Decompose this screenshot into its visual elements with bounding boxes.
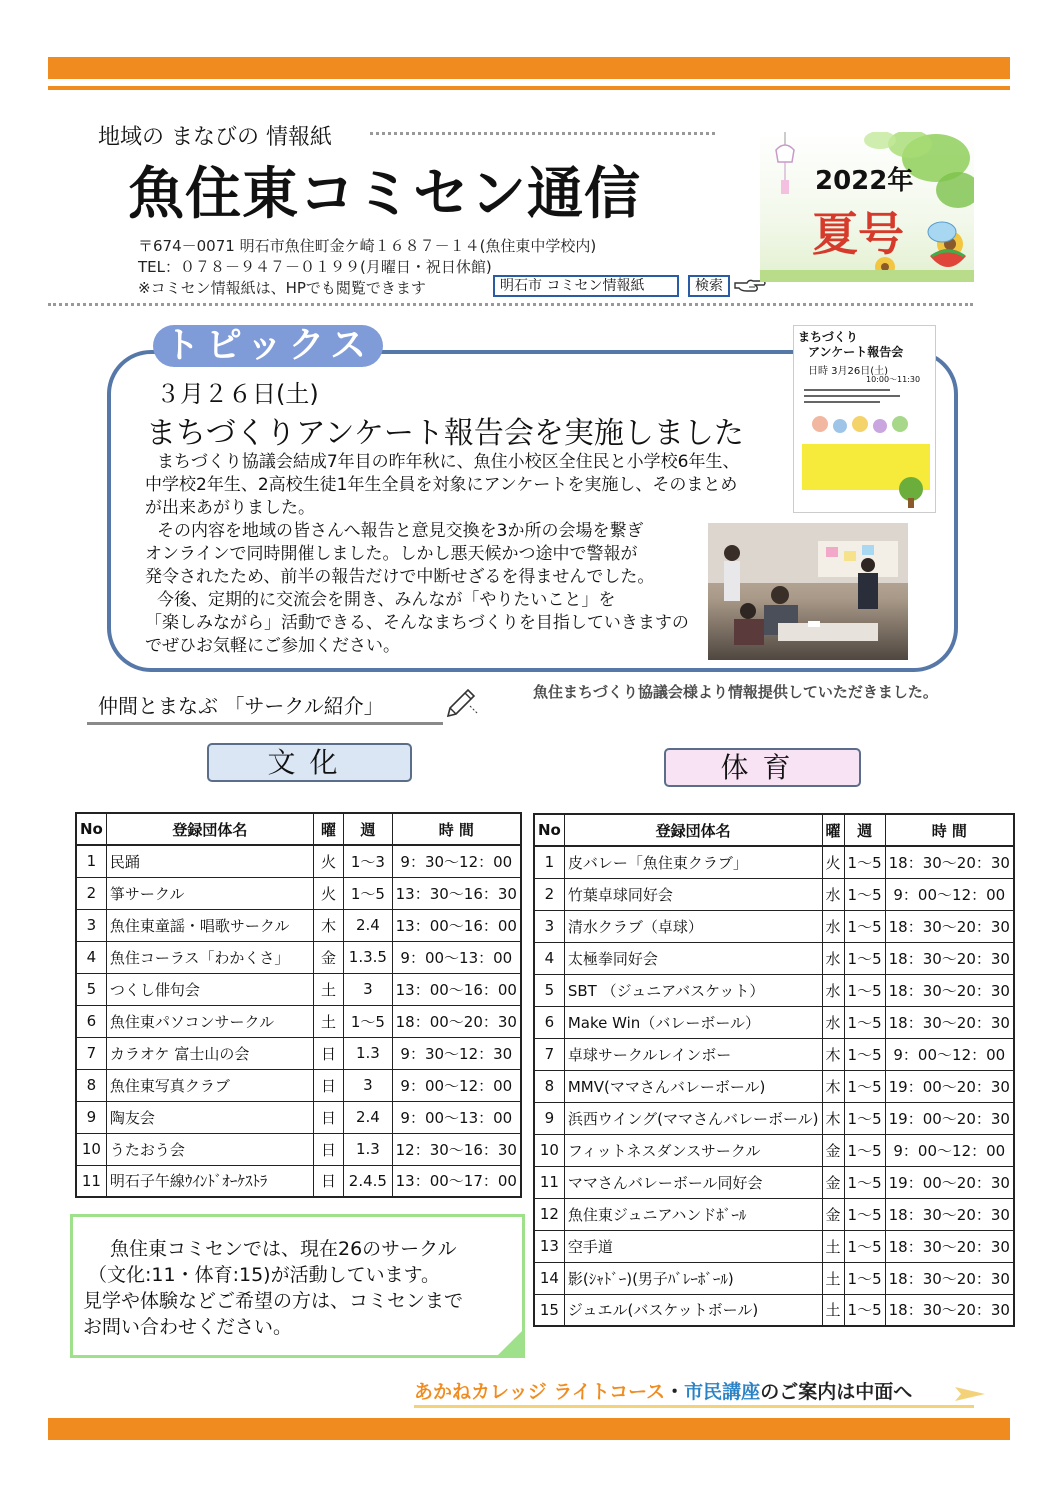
cell-no: 3	[534, 910, 564, 942]
cell-week: 1～5	[844, 974, 885, 1006]
cell-time: 9：00～12：00	[885, 1038, 1014, 1070]
cell-time: 9：00～13：00	[392, 1101, 521, 1133]
table-row	[534, 1198, 1014, 1230]
cell-day: 土	[313, 973, 343, 1005]
cell-day: 水	[822, 974, 844, 1006]
cell-name: 魚住東童謡・唱歌サークル	[106, 909, 313, 941]
topics-body-line: でぜひお気軽にご参加ください。	[145, 636, 400, 656]
cell-week: 1～5	[844, 1102, 885, 1134]
footer-guide-separator: ・	[665, 1381, 685, 1403]
cell-day: 木	[822, 1038, 844, 1070]
footer-guide	[414, 1377, 912, 1404]
topics-label: トピックス	[153, 325, 383, 367]
table-row	[76, 1165, 521, 1197]
cell-no: 9	[534, 1102, 564, 1134]
footer-guide-college: あかねカレッジ ライトコース	[414, 1381, 666, 1403]
cell-week: 1～5	[844, 910, 885, 942]
table-row	[534, 846, 1014, 878]
cell-day: 金	[822, 1166, 844, 1198]
cell-no: 7	[76, 1037, 106, 1069]
cell-day: 金	[822, 1198, 844, 1230]
cell-time: 13：00～17：00	[392, 1165, 521, 1197]
poster-time: 10:00～11:30	[866, 375, 921, 384]
cell-day: 日	[313, 1133, 343, 1165]
table-row	[534, 1038, 1014, 1070]
table-row	[76, 1005, 521, 1037]
cell-day: 日	[313, 1101, 343, 1133]
table-row	[534, 1166, 1014, 1198]
season-name: 夏号	[812, 207, 904, 261]
cell-day: 木	[313, 909, 343, 941]
cell-no: 5	[76, 973, 106, 1005]
web-note: ※コミセン情報紙は、HPでも閲覧できます	[138, 279, 426, 297]
cell-day: 日	[313, 1069, 343, 1101]
cell-name: 魚住東ジュニアハンドﾎﾞｰﾙ	[564, 1198, 822, 1230]
category-bunka: 文化	[207, 743, 412, 782]
cell-name: ジュエル(バスケットボール)	[564, 1294, 822, 1326]
cell-name: 空手道	[564, 1230, 822, 1262]
cell-no: 4	[76, 941, 106, 973]
cell-week: 1～5	[344, 877, 393, 909]
cell-time: 12：30～16：30	[392, 1133, 521, 1165]
cell-week: 1～5	[844, 1294, 885, 1326]
cell-time: 9：00～13：00	[392, 941, 521, 973]
cell-week: 1～5	[844, 1230, 885, 1262]
cell-week: 1～5	[844, 878, 885, 910]
table-row	[534, 1070, 1014, 1102]
cell-week: 1.3	[344, 1133, 393, 1165]
note-line: （文化:11・体育:15)が活動しています。	[88, 1264, 441, 1286]
cell-name: 竹葉卓球同好会	[564, 878, 822, 910]
topics-headline: まちづくりアンケート報告会を実施しました	[146, 416, 744, 451]
column-header-week: 週	[844, 814, 885, 846]
cell-week: 1～5	[844, 846, 885, 878]
cell-day: 水	[822, 942, 844, 974]
column-header-no: No	[76, 813, 106, 845]
column-header-time: 時 間	[392, 813, 521, 845]
topics-body-line: 今後、定期的に交流会を開き、みんなが「やりたいこと」を	[157, 590, 616, 610]
topics-body-line: オンラインで同時開催しました。しかし悪天候かつ途中で警報が	[145, 544, 638, 564]
cell-day: 土	[822, 1294, 844, 1326]
cell-no: 13	[534, 1230, 564, 1262]
table-row	[76, 1069, 521, 1101]
cell-day: 水	[822, 1006, 844, 1038]
season-year: 2022年	[815, 166, 914, 196]
cell-time: 9：00～12：00	[885, 1134, 1014, 1166]
cell-name: 卓球サークルレインボー	[564, 1038, 822, 1070]
cell-time: 18：00～20：30	[392, 1005, 521, 1037]
category-taiiku: 体育	[664, 748, 861, 787]
poster-title-line2: アンケート報告会	[808, 345, 904, 359]
cell-name: 影(ｼｬﾄﾞｰ)(男子ﾊﾞﾚｰﾎﾞｰﾙ)	[564, 1262, 822, 1294]
footer-underline	[414, 1405, 974, 1408]
cell-day: 日	[313, 1165, 343, 1197]
masthead-dotted-rule	[48, 303, 973, 306]
cell-time: 18：30～20：30	[885, 1006, 1014, 1038]
cell-week: 1～5	[844, 1134, 885, 1166]
cell-day: 水	[822, 878, 844, 910]
cell-no: 4	[534, 942, 564, 974]
topics-body-line: 「楽しみながら」活動できる、そんなまちづくりを目指していきますの	[145, 613, 689, 633]
cell-no: 9	[76, 1101, 106, 1133]
cell-time: 18：30～20：30	[885, 942, 1014, 974]
cell-name: 魚住東写真クラブ	[106, 1069, 313, 1101]
table-header-row	[76, 813, 521, 845]
meeting-photo-scene	[708, 523, 908, 660]
cell-no: 2	[534, 878, 564, 910]
cell-name: 箏サークル	[106, 877, 313, 909]
table-row	[76, 941, 521, 973]
column-header-day: 曜	[313, 813, 343, 845]
topics-date: ３月２６日(土)	[156, 380, 319, 408]
cell-day: 火	[822, 846, 844, 878]
cell-week: 2.4.5	[344, 1165, 393, 1197]
cell-name: つくし俳句会	[106, 973, 313, 1005]
table-row	[76, 1133, 521, 1165]
cell-time: 13：30～16：30	[392, 877, 521, 909]
cell-time: 18：30～20：30	[885, 1262, 1014, 1294]
note-line: 魚住東コミセンでは、現在26のサークル	[110, 1238, 457, 1260]
cell-name: 浜西ウイング(ママさんバレーボール)	[564, 1102, 822, 1134]
cell-name: 太極拳同好会	[564, 942, 822, 974]
column-header-name: 登録団体名	[106, 813, 313, 845]
cell-no: 1	[76, 845, 106, 877]
table-header-row	[534, 814, 1014, 846]
cell-time: 18：30～20：30	[885, 974, 1014, 1006]
arrow-right-icon	[955, 1385, 985, 1403]
table-row	[534, 1262, 1014, 1294]
cell-name: 明石子午線ｳｲﾝﾄﾞｵｰｹｽﾄﾗ	[106, 1165, 313, 1197]
cell-name: 民踊	[106, 845, 313, 877]
subtitle-dotted-rule	[370, 132, 715, 135]
cell-week: 3	[344, 1069, 393, 1101]
cell-no: 5	[534, 974, 564, 1006]
footer-guide-lecture: 市民講座	[684, 1381, 761, 1403]
cell-name: Make Win（バレーボール）	[564, 1006, 822, 1038]
cell-time: 9：30～12：00	[392, 845, 521, 877]
address-line: 〒674－0071 明石市魚住町金ケ崎１６８７－１４(魚住東中学校内)	[138, 237, 597, 255]
poster-date: 日時 3月26日(土)	[808, 366, 889, 377]
column-header-day: 曜	[822, 814, 844, 846]
cell-day: 土	[822, 1262, 844, 1294]
tel-line: TEL：０７８－９４７－０１９９(月曜日・祝日休館)	[138, 258, 492, 276]
cell-week: 1～5	[344, 1005, 393, 1037]
circle-section-heading: 仲間とまなぶ 「サークル紹介」	[98, 694, 384, 718]
table-row	[76, 877, 521, 909]
table-row	[76, 1101, 521, 1133]
cell-name: うたおう会	[106, 1133, 313, 1165]
topics-body-line: 中学校2年生、2高校生徒1年生全員を対象にアンケートを実施し、そのまとめ	[145, 475, 738, 495]
column-header-no: No	[534, 814, 564, 846]
cell-name: カラオケ 富士山の会	[106, 1037, 313, 1069]
cell-no: 8	[76, 1069, 106, 1101]
table-row	[76, 845, 521, 877]
cell-no: 3	[76, 909, 106, 941]
cell-no: 2	[76, 877, 106, 909]
cell-day: 金	[822, 1134, 844, 1166]
cell-no: 12	[534, 1198, 564, 1230]
table-row	[534, 910, 1014, 942]
cell-name: 清水クラブ（卓球）	[564, 910, 822, 942]
cell-week: 1～5	[844, 1006, 885, 1038]
table-row	[76, 973, 521, 1005]
column-header-week: 週	[344, 813, 393, 845]
cell-no: 1	[534, 846, 564, 878]
poster-title-line1: まちづくり	[798, 330, 858, 344]
cell-week: 1～3	[344, 845, 393, 877]
cell-time: 19：00～20：30	[885, 1102, 1014, 1134]
culture-circle-table	[75, 812, 522, 1198]
cell-week: 2.4	[344, 909, 393, 941]
cell-week: 1.3.5	[344, 941, 393, 973]
topics-body-line: まちづくり協議会結成7年目の昨年秋に、魚住小校区全住民と小学校6年生、	[157, 452, 740, 472]
masthead-subtitle: 地域の まなびの 情報紙	[98, 125, 332, 150]
cell-day: 土	[822, 1230, 844, 1262]
cell-time: 9：30～12：30	[392, 1037, 521, 1069]
cell-no: 14	[534, 1262, 564, 1294]
search-term-box[interactable]: 明石市 コミセン情報紙	[493, 275, 679, 297]
cell-day: 木	[822, 1070, 844, 1102]
sports-circle-table	[533, 813, 1015, 1327]
cell-no: 10	[534, 1134, 564, 1166]
table-row	[534, 974, 1014, 1006]
cell-day: 金	[313, 941, 343, 973]
cell-day: 土	[313, 1005, 343, 1037]
topics-body-line: が出来あがりました。	[145, 498, 315, 518]
cell-time: 18：30～20：30	[885, 1198, 1014, 1230]
poster-tree-icon	[894, 476, 928, 510]
cell-time: 18：30～20：30	[885, 1294, 1014, 1326]
cell-time: 19：00～20：30	[885, 1070, 1014, 1102]
cell-day: 火	[313, 845, 343, 877]
event-poster	[793, 325, 936, 513]
cell-day: 火	[313, 877, 343, 909]
note-line: お問い合わせください。	[83, 1316, 293, 1338]
season-badge	[760, 132, 974, 282]
table-row	[534, 1294, 1014, 1326]
newsletter-title: 魚住東コミセン通信	[128, 162, 641, 227]
table-row	[534, 1102, 1014, 1134]
cell-name: フィットネスダンスサークル	[564, 1134, 822, 1166]
column-header-time: 時 間	[885, 814, 1014, 846]
cell-time: 18：30～20：30	[885, 846, 1014, 878]
circle-heading-underline	[87, 722, 443, 725]
cell-name: SBT （ジュニアバスケット）	[564, 974, 822, 1006]
cell-name: MMV(ママさんバレーボール)	[564, 1070, 822, 1102]
cell-name: 魚住コーラス「わかくさ」	[106, 941, 313, 973]
cell-no: 6	[534, 1006, 564, 1038]
cell-time: 18：30～20：30	[885, 910, 1014, 942]
cell-day: 日	[313, 1037, 343, 1069]
bottom-band	[48, 1418, 1010, 1440]
table-row	[534, 1134, 1014, 1166]
cell-no: 7	[534, 1038, 564, 1070]
cell-time: 18：30～20：30	[885, 1230, 1014, 1262]
table-row	[534, 1230, 1014, 1262]
table-row	[534, 1006, 1014, 1038]
cell-name: ママさんバレーボール同好会	[564, 1166, 822, 1198]
column-header-name: 登録団体名	[564, 814, 822, 846]
cell-week: 1～5	[844, 1166, 885, 1198]
table-row	[534, 942, 1014, 974]
cell-week: 1～5	[844, 1198, 885, 1230]
table-row	[76, 1037, 521, 1069]
cell-no: 11	[76, 1165, 106, 1197]
search-button[interactable]: 検索	[688, 275, 730, 297]
cell-no: 15	[534, 1294, 564, 1326]
cell-week: 3	[344, 973, 393, 1005]
cell-name: 皮バレー「魚住東クラブ」	[564, 846, 822, 878]
cell-time: 9：00～12：00	[885, 878, 1014, 910]
note-line: 見学や体験などご希望の方は、コミセンまで	[83, 1290, 464, 1312]
cell-week: 1.3	[344, 1037, 393, 1069]
cell-day: 木	[822, 1102, 844, 1134]
cell-time: 19：00～20：30	[885, 1166, 1014, 1198]
meeting-photo	[708, 523, 908, 660]
cell-no: 11	[534, 1166, 564, 1198]
footer-guide-rest: のご案内は中面へ	[760, 1381, 913, 1403]
cell-name: 魚住東パソコンサークル	[106, 1005, 313, 1037]
poster-illustration	[800, 384, 930, 442]
cell-week: 1～5	[844, 1262, 885, 1294]
cell-week: 1～5	[844, 1038, 885, 1070]
top-band	[48, 57, 1010, 79]
cell-no: 6	[76, 1005, 106, 1037]
cell-name: 陶友会	[106, 1101, 313, 1133]
cell-week: 1～5	[844, 1070, 885, 1102]
cell-time: 13：00～16：00	[392, 973, 521, 1005]
cell-day: 水	[822, 910, 844, 942]
pencil-icon	[440, 684, 480, 724]
cell-no: 10	[76, 1133, 106, 1165]
cell-time: 13：00～16：00	[392, 909, 521, 941]
top-band-line	[48, 86, 1010, 90]
cell-week: 1～5	[844, 942, 885, 974]
topics-credit: 魚住まちづくり協議会様より情報提供していただきました。	[533, 683, 938, 701]
topics-body-line: 発令されたため、前半の報告だけで中断せざるを得ませんでした。	[145, 567, 655, 587]
cell-week: 2.4	[344, 1101, 393, 1133]
table-row	[534, 878, 1014, 910]
table-row	[76, 909, 521, 941]
cell-time: 9：00～12：00	[392, 1069, 521, 1101]
cell-no: 8	[534, 1070, 564, 1102]
topics-body-line: その内容を地域の皆さんへ報告と意見交換を3か所の会場を繋ぎ	[157, 521, 644, 541]
